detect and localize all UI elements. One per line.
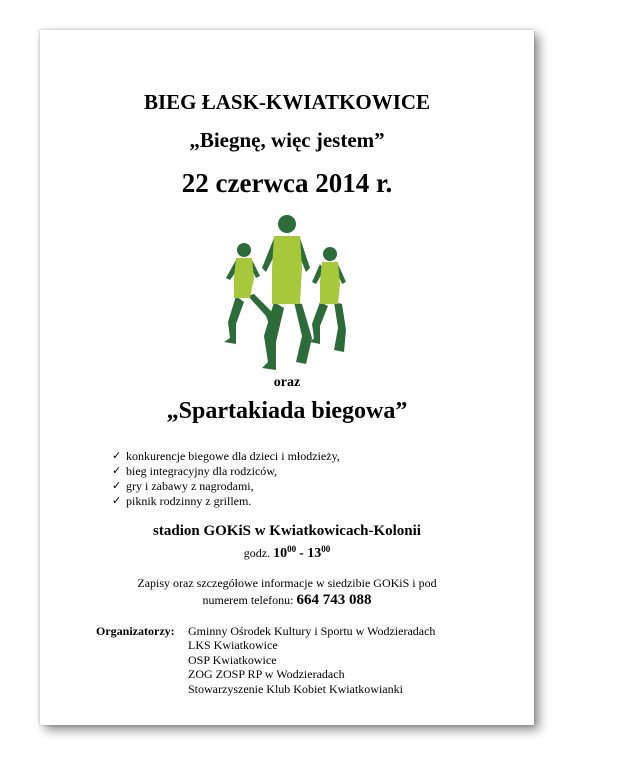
hours-end-minutes: 00 <box>321 544 331 554</box>
poster-motto: „Biegnę, więc jestem” <box>189 128 385 152</box>
registration-line-2 <box>40 592 534 609</box>
list-item: Gminny Ośrodek Kultury i Sportu w Wodzieradach <box>188 624 436 638</box>
poster-title: BIEG ŁASK-KWIATKOWICE <box>143 90 431 114</box>
feature-text: gry i zabawy z nagrodami, <box>126 479 254 493</box>
list-item <box>112 479 340 494</box>
list-item <box>112 494 340 509</box>
checkmark-icon: ✓ <box>112 480 122 492</box>
organizers-list <box>188 624 435 696</box>
hours-start: 10 <box>273 546 288 561</box>
list-item <box>112 449 340 464</box>
list-item: LKS Kwiatkowice <box>188 638 278 653</box>
hours-start-minutes: 00 <box>287 544 297 554</box>
phone-number: 664 743 088 <box>296 592 372 608</box>
feature-list <box>112 449 340 509</box>
list-item <box>112 464 340 479</box>
event-date: 22 czerwca 2014 r. <box>181 168 393 198</box>
hours-end: - 13 <box>299 546 322 561</box>
list-item: ZOG ZOSP RP w Wodzieradach <box>188 667 345 682</box>
event-hours <box>40 544 534 562</box>
list-item: Stowarzyszenie Klub Kobiet Kwiatkowianki <box>188 681 403 696</box>
checkmark-icon: ✓ <box>112 465 122 477</box>
feature-text: bieg integracyjny dla rodziców, <box>126 464 278 478</box>
checkmark-icon: ✓ <box>112 450 122 462</box>
poster-page <box>40 30 534 725</box>
hours-prefix: godz. <box>243 546 271 560</box>
and-label: oraz <box>273 375 301 390</box>
organizers-label: Organizatorzy: <box>96 624 175 638</box>
registration-line-1: Zapisy oraz szczegółowe informacje w siedzibie GOKiS i pod <box>137 576 437 590</box>
three-runners-icon <box>222 212 352 372</box>
feature-text: piknik rodzinny z grillem. <box>126 494 252 508</box>
list-item: OSP Kwiatkowice <box>188 652 277 667</box>
checkmark-icon: ✓ <box>112 495 122 507</box>
registration-phone-label: numerem telefonu: <box>202 593 294 607</box>
feature-text: konkurencje biegowe dla dzieci i młodzieży, <box>126 449 340 463</box>
venue: stadion GOKiS w Kwiatkowicach-Kolonii <box>153 523 421 539</box>
event2-title: „Spartakiada biegowa” <box>166 398 408 424</box>
